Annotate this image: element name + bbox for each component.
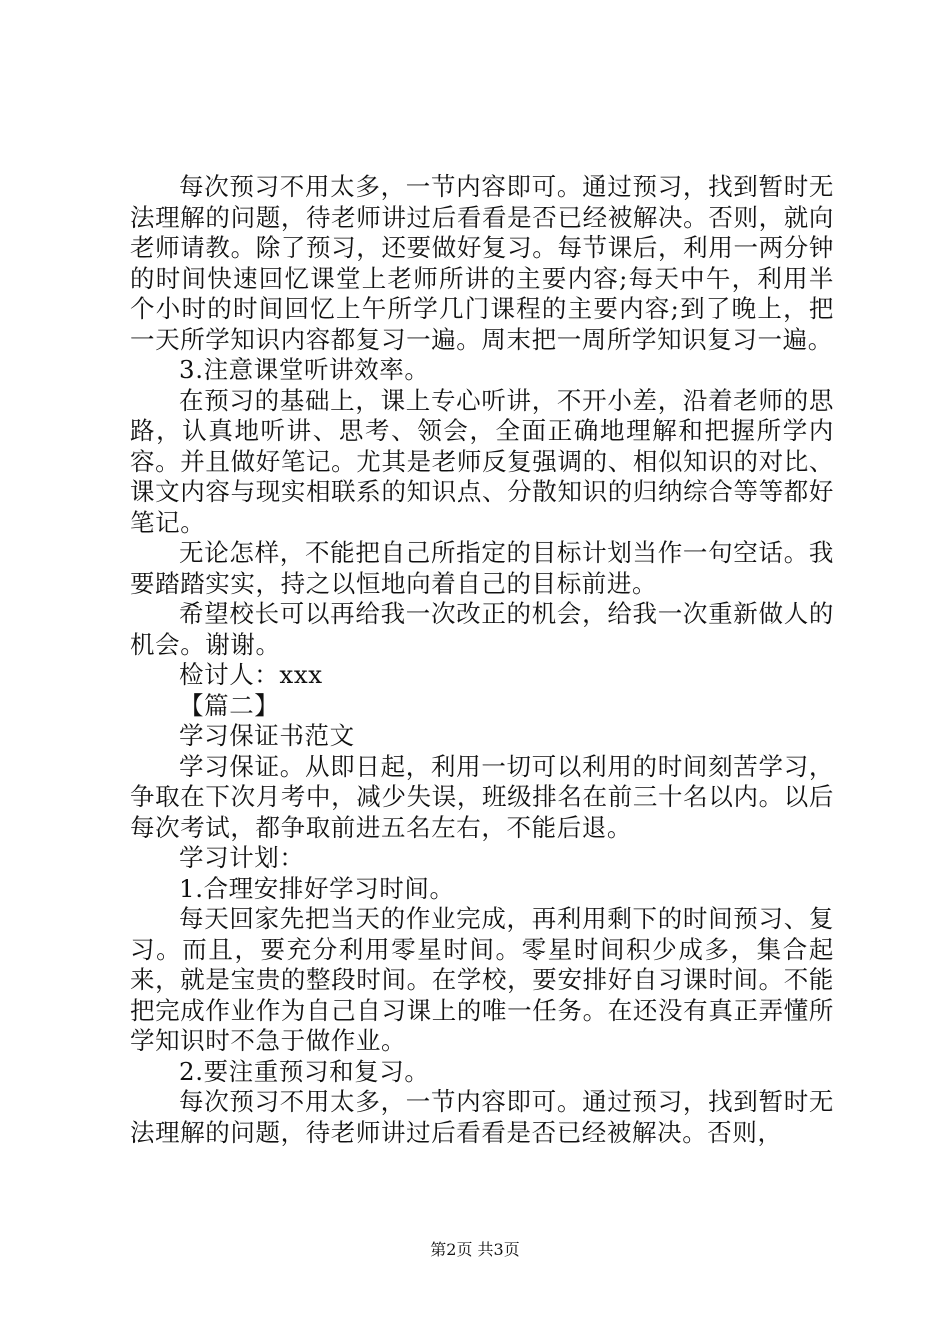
paragraph-preview: 每次预习不用太多，一节内容即可。通过预习，找到暂时无法理解的问题，待老师讲过后看看是否已经被解决。否则， — [130, 1087, 834, 1147]
paragraph-review-method: 每次预习不用太多，一节内容即可。通过预习，找到暂时无法理解的问题，待老师讲过后看看是否已经被解决。否则，就向老师请教。除了预习，还要做好复习。每节课后，利用一两分钟的时间快速回忆课堂上老师所讲的主要内容;每天中午，利用半个小时的时间回忆上午所学几门课程的主要内容;到了晚上，把一天所学知识内容都复习一遍。周末把一周所学知识复习一遍。 — [130, 172, 834, 354]
paragraph-request: 希望校长可以再给我一次改正的机会，给我一次重新做人的机会。谢谢。 — [130, 599, 834, 659]
heading-listening-efficiency: 3.注意课堂听讲效率。 — [179, 355, 430, 384]
section-heading: 【篇二】 — [179, 690, 280, 720]
paragraph-goal: 无论怎样，不能把自己所指定的目标计划当作一句空话。我要踏踏实实，持之以恒地向着自己的目标前进。 — [130, 538, 834, 598]
document-body — [130, 172, 834, 1148]
heading-preview-review: 2.要注重预习和复习。 — [179, 1056, 430, 1086]
heading-time-arrangement: 1.合理安排好学习时间。 — [179, 873, 455, 903]
paragraph-time: 每天回家先把当天的作业完成，再利用剩下的时间预习、复习。而且，要充分利用零星时间。零星时间积少成多，集合起来，就是宝贵的整段时间。在学校，要安排好自习课时间。不能把完成作业作为自己自习课上的唯一任务。在还没有真正弄懂所学知识时不急于做作业。 — [130, 904, 834, 1055]
heading-study-plan: 学习计划： — [179, 843, 305, 872]
page-footer: 第2页 共3页 — [430, 1240, 520, 1259]
paragraph-guarantee: 学习保证。从即日起，利用一切可以利用的时间刻苦学习，争取在下次月考中，减少失误，班级排名在前三十名以内。以后每次考试，都争取前进五名左右，不能后退。 — [130, 751, 834, 842]
document-title: 学习保证书范文 — [179, 721, 355, 750]
paragraph-listening: 在预习的基础上，课上专心听讲，不开小差，沿着老师的思路，认真地听讲、思考、领会，全面正确地理解和把握所学内容。并且做好笔记。尤其是老师反复强调的、相似知识的对比、课文内容与现实相联系的知识点、分散知识的归纳综合等等都好笔记。 — [130, 385, 834, 537]
signature-line: 检讨人：xxx — [179, 660, 323, 689]
